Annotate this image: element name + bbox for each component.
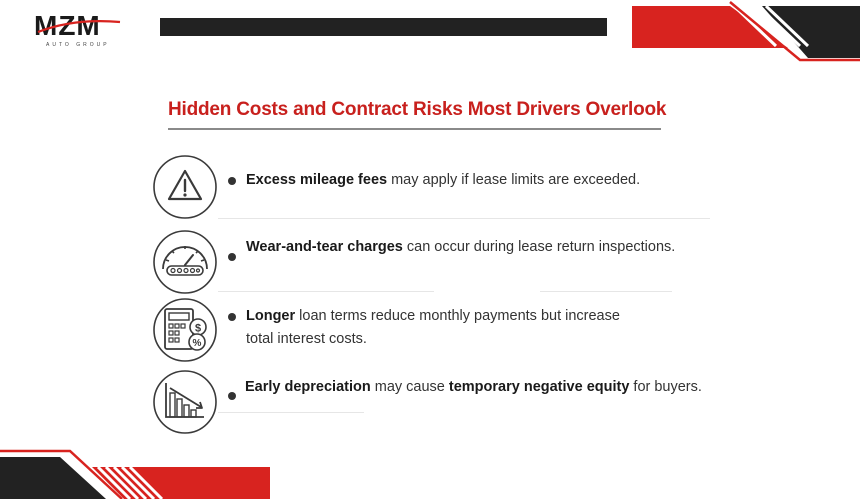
brand-tagline: AUTO GROUP <box>46 42 110 48</box>
item-wear-rest: can occur during lease return inspections. <box>402 239 676 255</box>
svg-text:$: $ <box>194 322 202 335</box>
item-depreciation-mid: may cause <box>370 379 449 395</box>
item-mileage-bold: Excess mileage fees <box>246 172 388 188</box>
bullet-dot <box>228 392 236 400</box>
item-loan-text <box>246 305 620 327</box>
brand-logo <box>34 12 126 46</box>
header-bar <box>160 18 607 36</box>
svg-text:%: % <box>192 338 202 349</box>
odometer-icon <box>152 229 218 295</box>
item-depreciation-bold: Early depreciation <box>245 379 371 395</box>
bullet-dot <box>228 253 236 261</box>
corner-stripes-bottom-left <box>0 445 270 499</box>
bullet-dot <box>228 313 236 321</box>
item-wear-text <box>246 236 675 258</box>
item-depreciation-bold2: temporary negative equity <box>448 379 630 395</box>
corner-stripes-top-right <box>630 0 860 70</box>
item-loan-line2: total interest costs. <box>246 331 367 347</box>
depreciation-chart-icon <box>152 369 218 435</box>
calculator-icon <box>152 297 218 363</box>
item-wear-bold: Wear-and-tear charges <box>246 239 403 255</box>
bullet-dot <box>228 177 236 185</box>
separator <box>218 291 434 292</box>
item-depreciation-rest: for buyers. <box>629 379 702 395</box>
page-title: Hidden Costs and Contract Risks Most Drivers Overlook <box>168 99 667 120</box>
item-depreciation-text <box>245 376 702 398</box>
item-loan-rest: loan terms reduce monthly payments but increase <box>295 308 620 324</box>
logo-swoosh-icon <box>34 12 126 42</box>
title-underline <box>168 128 661 130</box>
separator <box>540 291 672 292</box>
item-mileage-text <box>246 169 640 191</box>
separator <box>218 412 364 413</box>
item-loan-bold: Longer <box>246 308 296 324</box>
brand-name: MZM <box>34 10 101 41</box>
warning-icon <box>152 154 218 220</box>
item-mileage-rest: may apply if lease limits are exceeded. <box>387 172 641 188</box>
separator <box>218 218 710 219</box>
